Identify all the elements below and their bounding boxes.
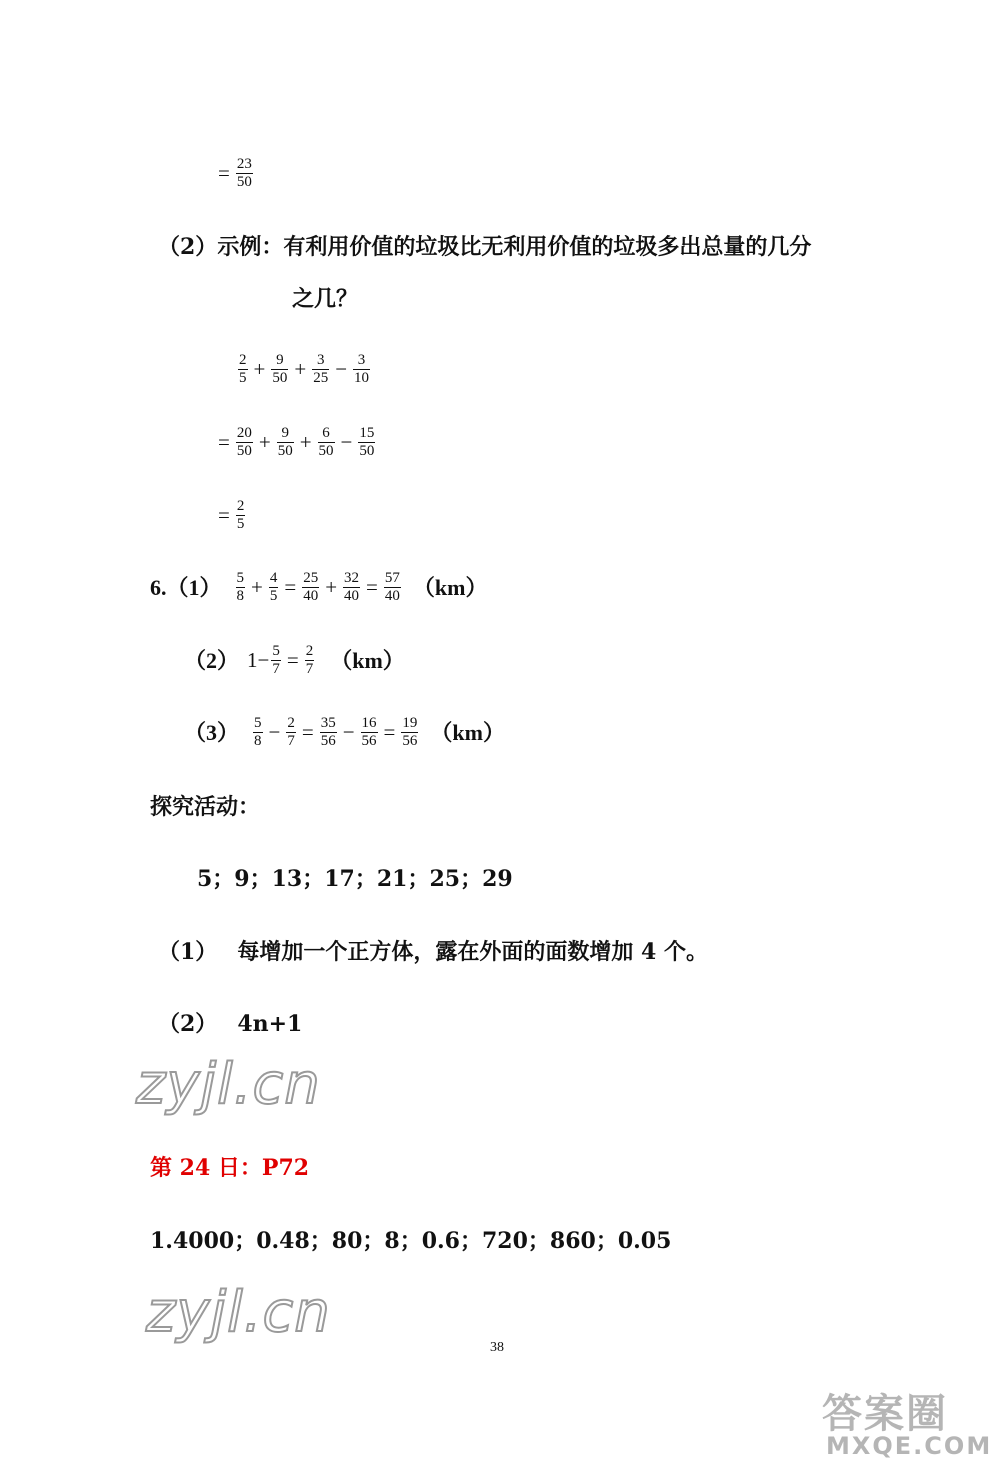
fraction: $\frac{25}{40}$ (303, 570, 319, 604)
fraction: $\frac{57}{40}$ (384, 570, 400, 604)
operator: − (342, 720, 355, 744)
fraction: $\frac{2}{7}$ (287, 715, 295, 749)
fraction: $\frac{5}{8}$ (254, 715, 262, 749)
equals-sign: = (286, 648, 299, 672)
expression-1 (236, 352, 372, 387)
question-6-part-2 (184, 643, 405, 678)
fraction: $\frac{16}{56}$ (361, 715, 377, 749)
corner-logo-url: MXQE.COM (826, 1432, 993, 1460)
section-title-explore: 探究活动： (150, 794, 261, 820)
fraction: $\frac{9}{50}$ (272, 352, 288, 386)
answer-text: 每增加一个正方体，露在外面的面数增加 4 个。 (237, 939, 708, 965)
operator: + (294, 357, 307, 381)
operator: + (325, 575, 338, 599)
equals-sign: = (218, 430, 230, 454)
question-text: 示例：有利用价值的垃圾比无利用价值的垃圾多出总量的几分 (217, 234, 812, 260)
day-24-heading: 第 24 日：P72 (150, 1155, 310, 1181)
question-label: （3） (184, 719, 240, 745)
unit: （km） (430, 719, 505, 745)
fraction: $\frac{20}{50}$ (236, 425, 252, 459)
unit: （km） (412, 574, 488, 600)
fraction: $\frac{2}{5}$ (239, 352, 247, 386)
fraction: $\frac{3}{10}$ (354, 352, 370, 386)
fraction: $\frac{2}{5}$ (236, 498, 245, 532)
explore-answer-2 (158, 1013, 302, 1035)
equals-sign: = (218, 503, 230, 527)
operator: + (258, 430, 271, 454)
question-label: （2） (158, 1011, 218, 1037)
corner-logo-text: 答案圈 (822, 1391, 948, 1437)
equals-sign: = (301, 720, 314, 744)
number-sequence: 5；9；13；17；21；25；29 (197, 866, 513, 892)
question-6-part-3 (184, 715, 505, 750)
fraction: $\frac{5}{7}$ (272, 643, 280, 677)
question-6-part-1 (150, 570, 487, 605)
operator: − (335, 357, 348, 381)
fraction: $\frac{23}{50}$ (236, 156, 252, 190)
fraction: $\frac{32}{40}$ (344, 570, 360, 604)
equals-sign: = (218, 161, 230, 185)
fraction: $\frac{9}{50}$ (277, 425, 293, 459)
lead-term: 1− (247, 648, 270, 672)
result-line-1 (218, 156, 255, 191)
explore-answer-1 (158, 941, 708, 963)
operator: + (251, 575, 263, 599)
watermark-zyjl: zyjl.cn (146, 1280, 331, 1345)
page-number: 38 (490, 1340, 504, 1355)
answer-text: 4n+1 (237, 1011, 303, 1037)
operator: − (268, 720, 281, 744)
question-label: （2） (158, 234, 218, 260)
equals-sign: = (366, 575, 378, 599)
fraction: $\frac{35}{56}$ (320, 715, 336, 749)
fraction: $\frac{3}{25}$ (313, 352, 329, 386)
fraction: $\frac{4}{5}$ (269, 570, 278, 604)
question-label: 6.（1） (150, 574, 222, 600)
fraction: $\frac{19}{56}$ (402, 715, 418, 749)
fraction: $\frac{2}{7}$ (305, 643, 314, 677)
operator: + (299, 430, 312, 454)
fraction: $\frac{5}{8}$ (236, 570, 245, 604)
question-2-continuation: 之几？ (292, 286, 359, 312)
expression-3 (218, 498, 247, 533)
day-24-answer-1: 1.4000；0.48；80；8；0.6；720；860；0.05 (150, 1228, 672, 1254)
equals-sign: = (284, 575, 297, 599)
fraction: $\frac{15}{50}$ (359, 425, 375, 459)
operator: + (253, 357, 266, 381)
watermark-zyjl: zyjl.cn (136, 1052, 321, 1117)
question-2-example (158, 236, 811, 258)
question-label: （1） (158, 939, 218, 965)
equals-sign: = (383, 720, 396, 744)
expression-2 (218, 425, 377, 460)
operator: − (340, 430, 353, 454)
unit: （km） (330, 647, 405, 673)
question-label: （2） (184, 647, 240, 673)
fraction: $\frac{6}{50}$ (318, 425, 334, 459)
